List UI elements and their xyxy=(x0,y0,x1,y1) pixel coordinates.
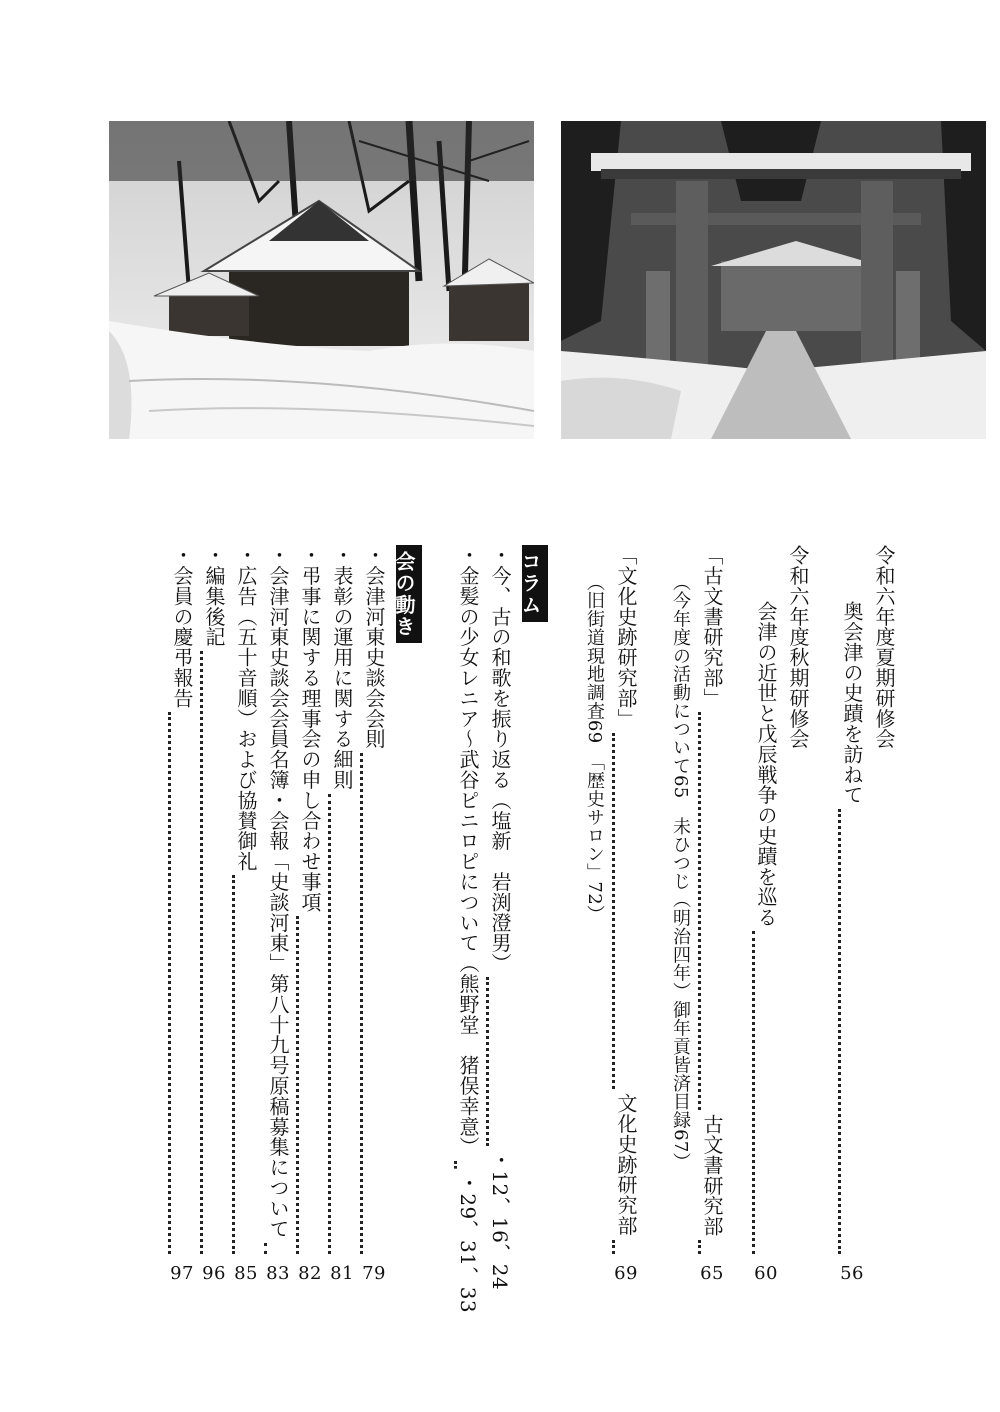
leader-dots xyxy=(612,1240,640,1254)
toc-entry-page: 65 xyxy=(700,1263,724,1284)
torii-gate-snow-photo xyxy=(561,121,986,439)
leader-dots xyxy=(752,931,780,1254)
toc-entry xyxy=(358,545,390,1290)
table-of-contents xyxy=(100,545,900,1313)
toc-entry-title: 会津の近世と戊辰戦争の史蹟を巡る xyxy=(754,601,778,928)
leader-dots xyxy=(328,794,356,1254)
toc-entry-page: 69 xyxy=(614,1263,638,1284)
society-heading-line xyxy=(390,545,422,1290)
toc-entry xyxy=(452,545,484,1313)
toc-entry xyxy=(326,545,358,1290)
toc-entry xyxy=(696,545,728,1290)
leader-dots xyxy=(200,651,228,1254)
toc-entry-title: ・ 今、古の和歌を振り返る（塩新 岩渕澄男） xyxy=(484,545,516,973)
leader-dots xyxy=(168,712,196,1254)
toc-entry xyxy=(868,545,900,1290)
toc-entry-title: 令和六年度秋期研修会 xyxy=(786,545,810,749)
leader-dots xyxy=(264,1243,292,1254)
toc-entry xyxy=(750,545,782,1290)
toc-entry xyxy=(484,545,516,1290)
toc-entry-page: 60 xyxy=(754,1263,778,1284)
toc-entry-pages: ・ 29、31、33 xyxy=(452,1173,484,1313)
toc-entry-title: ・ 会津河東史談会会則 xyxy=(358,545,390,749)
toc-entry-title: ・ 金髪の少女レニア～武谷ピニロピについて（熊野堂 猪俣幸意） xyxy=(452,545,484,1157)
toc-entry xyxy=(294,545,326,1290)
leader-dots xyxy=(360,753,388,1254)
toc-entry xyxy=(664,545,696,1290)
toc-entry xyxy=(578,545,610,1290)
toc-entry-page: 83 xyxy=(266,1263,290,1284)
leader-dots xyxy=(454,1161,482,1169)
toc-entry xyxy=(782,545,814,1290)
leader-dots xyxy=(232,875,260,1254)
toc-entry-page: 97 xyxy=(170,1263,194,1284)
toc-entry-title: 令和六年度夏期研修会 xyxy=(872,545,896,749)
toc-entry xyxy=(262,545,294,1290)
leader-dots xyxy=(612,733,640,1090)
toc-entry-title: ・ 広告（五十音順）および協賛御礼 xyxy=(230,545,262,871)
toc-entry-title: ・ 会員の慶弔報告 xyxy=(166,545,198,708)
toc-entry-subtitle: （今年度の活動について65 未ひつじ（明治四年）御年貢皆済目録67） xyxy=(670,573,691,1172)
toc-entry-title: ・ 編集後記 xyxy=(198,545,230,647)
toc-entry xyxy=(230,545,262,1290)
toc-entry-title: 奥会津の史蹟を訪ねて xyxy=(840,601,864,805)
leader-dots xyxy=(486,977,514,1146)
toc-entry-page: 85 xyxy=(234,1263,258,1284)
toc-entry xyxy=(166,545,198,1290)
leader-dots xyxy=(698,1240,726,1254)
toc-entry-author: 文化史跡研究部 xyxy=(614,1093,638,1236)
toc-entry-pages: ・ 12、16、24 xyxy=(484,1150,516,1290)
toc-entry-title: 「文化史跡研究部」 xyxy=(614,545,638,729)
toc-entry-page: 79 xyxy=(362,1263,386,1284)
column-heading: コラム xyxy=(522,545,548,622)
toc-entry-page: 56 xyxy=(840,1263,864,1284)
toc-entry xyxy=(836,545,868,1290)
toc-entry-subtitle: （旧街道現地調査69 「歴史サロン」72） xyxy=(584,573,605,924)
toc-entry-page: 81 xyxy=(330,1263,354,1284)
toc-entry-author: 古文書研究部 xyxy=(700,1113,724,1236)
toc-entry-title: ・ 会津河東史談会会員名簿・会報「史談河東」第八十九号原稿募集について xyxy=(262,545,294,1239)
leader-dots xyxy=(296,916,324,1254)
column-heading-line xyxy=(516,545,548,1290)
toc-entry-page: 82 xyxy=(298,1263,322,1284)
toc-entry-title: ・ 表彰の運用に関する細則 xyxy=(326,545,358,790)
society-heading: 会の動き xyxy=(396,545,422,643)
toc-entry-page: 96 xyxy=(202,1263,226,1284)
toc-entry-title: 「古文書研究部」 xyxy=(700,545,724,709)
toc-entry-title: ・ 弔事に関する理事会の申し合わせ事項 xyxy=(294,545,326,912)
toc-entry xyxy=(610,545,642,1290)
temple-hall-snow-photo xyxy=(109,121,534,439)
toc-entry xyxy=(198,545,230,1290)
leader-dots xyxy=(838,809,866,1254)
leader-dots xyxy=(698,712,726,1109)
